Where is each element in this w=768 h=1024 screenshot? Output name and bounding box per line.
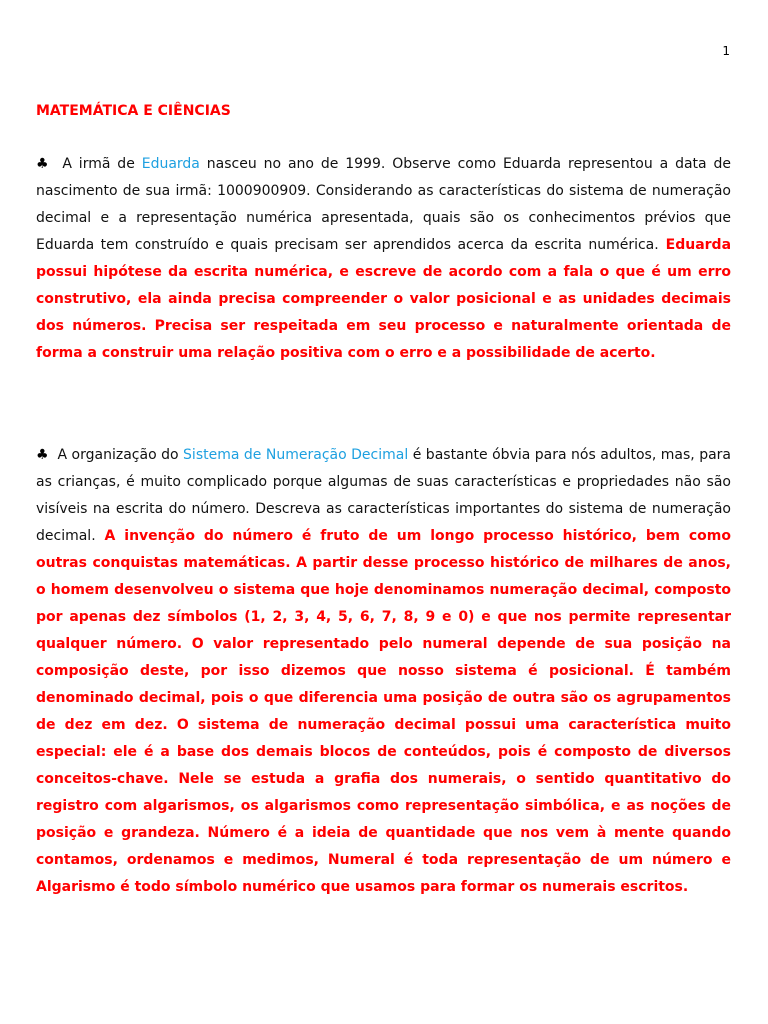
question-1-highlight: Eduarda bbox=[141, 156, 200, 172]
question-2-text-pre: A organização do bbox=[57, 447, 184, 463]
question-1 bbox=[36, 151, 731, 367]
question-2 bbox=[36, 442, 731, 901]
answer-2: A invenção do número é fruto de um longo processo histórico, bem como outras conquistas matemáticas. A partir desse processo histórico de milhares de anos, o homem desenvolveu o sistema que hoje denominamos numeração decimal, composto por apenas dez símbolos (1, 2, 3, 4, 5, 6, 7, 8, 9 e 0) e que nos permite representar qualquer número. O valor representado pelo numeral depende de sua posição na composição deste, por isso dizemos que nosso sistema é posicional. É também denominado decimal, pois o que diferencia uma posição de outra são os agrupamentos de dez em dez. O sistema de numeração decimal possui uma característica muito especial: ele é a base dos demais blocos de conteúdos, pois é composto de diversos conceitos-chave. Nele se estuda a grafia dos numerais, o sentido quantitativo do registro com algarismos, os algarismos como representação simbólica, e as noções de posição e grandeza. Número é a ideia de quantidade que nos vem à mente quando contamos, ordenamos e medimos, Numeral é toda representação de um número e Algarismo é todo símbolo numérico que usamos para formar os numerais escritos. bbox=[36, 528, 731, 895]
section-heading: MATEMÁTICA E CIÊNCIAS bbox=[36, 103, 231, 119]
question-1-text-post: nasceu no ano de 1999. Observe como Eduarda representou a data de nascimento de sua irmã: 1000900909. Considerando as características do sistema de numeração decimal e a representação numérica apresentada, quais são os conhecimentos prévios que Eduarda tem construído e quais precisam ser aprendidos acerca da escrita numérica. bbox=[36, 156, 732, 253]
answer-1: Eduarda possui hipótese da escrita numérica, e escreve de acordo com a fala o que é um erro construtivo, ela ainda precisa compreender o valor posicional e as unidades decimais dos números. Precisa ser respeitada em seu processo e naturalmente orientada de forma a construir uma relação positiva com o erro e a possibilidade de acerto. bbox=[36, 237, 732, 361]
question-2-text-post: é bastante óbvia para nós adultos, mas, para as crianças, é muito complicado porque algumas de suas características e propriedades não são visíveis na escrita do número. Descreva as características importantes do sistema de numeração decimal. bbox=[36, 447, 732, 544]
question-1-text-pre: A irmã de bbox=[62, 156, 142, 172]
club-bullet-icon: ♣ bbox=[36, 156, 51, 172]
question-2-highlight: Sistema de Numeração Decimal bbox=[183, 447, 409, 463]
club-bullet-icon: ♣ bbox=[36, 447, 49, 463]
page-number: 1 bbox=[722, 44, 730, 58]
